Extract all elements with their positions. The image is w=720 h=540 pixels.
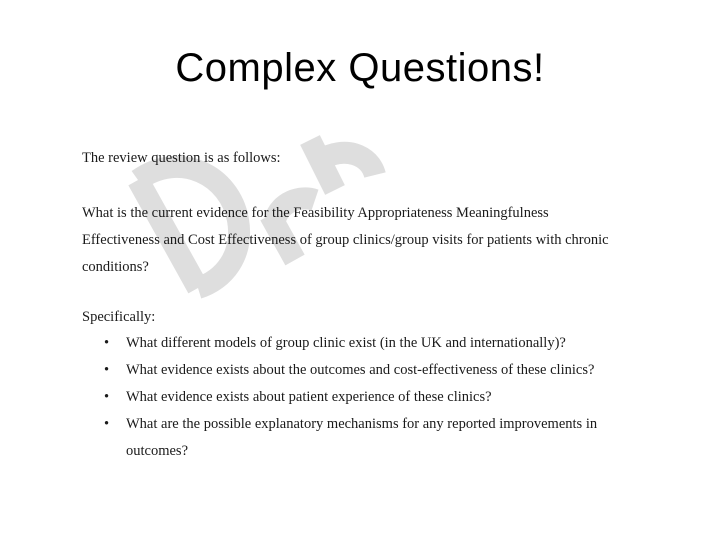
list-item-text: What are the possible explanatory mechanisms for any reported improvements in outcomes?	[126, 416, 598, 459]
specifically-label: Specifically:	[82, 309, 156, 325]
question-line: Effectiveness and Cost Effectiveness of group clinics/group visits for patients with chronic	[82, 232, 609, 248]
list-item	[82, 411, 642, 465]
list-item	[82, 330, 642, 357]
bullet-icon: •	[104, 416, 110, 432]
list-item-text: What evidence exists about the outcomes and cost-effectiveness of these clinics?	[126, 362, 595, 378]
review-question-text	[82, 200, 642, 281]
review-question-intro: The review question is as follows:	[82, 150, 281, 166]
list-item-text: What different models of group clinic exist (in the UK and internationally)?	[126, 335, 566, 351]
document-excerpt	[82, 148, 642, 465]
bullet-icon: •	[104, 335, 110, 351]
list-item-text: What evidence exists about patient experience of these clinics?	[126, 389, 492, 405]
question-line: conditions?	[82, 259, 149, 275]
question-line: What is the current evidence for the Feasibility Appropriateness Meaningfulness	[82, 205, 549, 221]
list-item	[82, 384, 642, 411]
bullet-list	[82, 330, 642, 465]
list-item	[82, 357, 642, 384]
slide-title: Complex Questions!	[175, 46, 545, 90]
bullet-icon: •	[104, 389, 110, 405]
bullet-icon: •	[104, 362, 110, 378]
